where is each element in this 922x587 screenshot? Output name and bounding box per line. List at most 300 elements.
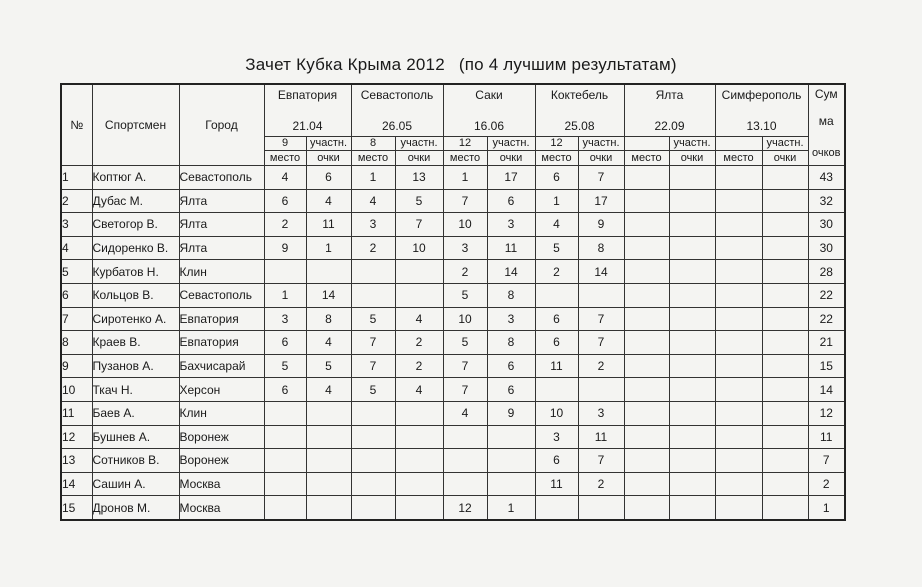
result-points: 11 <box>578 425 624 449</box>
result-points: 1 <box>306 236 351 260</box>
row-number: 1 <box>61 166 92 190</box>
venue-city: Симферополь <box>721 88 802 102</box>
result-points: 6 <box>306 166 351 190</box>
total-points: 43 <box>808 166 845 190</box>
result-points <box>762 283 808 307</box>
result-place <box>624 425 669 449</box>
result-points <box>762 449 808 473</box>
result-points <box>762 401 808 425</box>
venue-city: Саки <box>475 88 503 102</box>
result-place <box>351 401 395 425</box>
result-points <box>762 331 808 355</box>
result-place <box>351 496 395 520</box>
result-points <box>306 496 351 520</box>
result-points: 2 <box>578 472 624 496</box>
result-points: 3 <box>578 401 624 425</box>
venue-header <box>351 84 443 137</box>
athlete-city: Ялта <box>179 236 264 260</box>
result-place: 10 <box>535 401 578 425</box>
subheader-points: очки <box>578 151 624 166</box>
subheader-points: очки <box>306 151 351 166</box>
participants-number: 12 <box>458 137 472 149</box>
athlete-city: Ялта <box>179 189 264 213</box>
result-place: 5 <box>351 378 395 402</box>
result-points <box>669 472 715 496</box>
athlete-name: Дубас М. <box>92 189 179 213</box>
participants-label: участн. <box>306 137 351 151</box>
athlete-city: Севастополь <box>179 166 264 190</box>
result-points <box>306 401 351 425</box>
header-city: Город <box>179 84 264 166</box>
result-place <box>624 283 669 307</box>
result-points <box>762 472 808 496</box>
result-place: 3 <box>535 425 578 449</box>
result-points <box>669 213 715 237</box>
result-points: 8 <box>487 283 535 307</box>
row-number: 6 <box>61 283 92 307</box>
result-points <box>762 260 808 284</box>
table-row <box>61 401 845 425</box>
result-place <box>715 401 762 425</box>
result-place <box>264 260 306 284</box>
participants-count <box>443 137 487 151</box>
header-number: № <box>61 84 92 166</box>
athlete-city: Москва <box>179 472 264 496</box>
result-points <box>669 166 715 190</box>
result-place <box>715 189 762 213</box>
result-place <box>624 213 669 237</box>
result-place: 6 <box>535 166 578 190</box>
result-points: 11 <box>487 236 535 260</box>
row-number: 14 <box>61 472 92 496</box>
athlete-city: Бахчисарай <box>179 354 264 378</box>
athlete-city: Ялта <box>179 213 264 237</box>
result-place <box>624 496 669 520</box>
result-place <box>624 331 669 355</box>
result-points: 6 <box>487 378 535 402</box>
result-place <box>535 378 578 402</box>
result-points: 9 <box>487 401 535 425</box>
result-place: 6 <box>264 331 306 355</box>
result-points <box>762 378 808 402</box>
result-points: 13 <box>395 166 443 190</box>
result-place <box>715 166 762 190</box>
table-row <box>61 166 845 190</box>
result-place: 6 <box>535 307 578 331</box>
result-place <box>715 307 762 331</box>
result-place: 3 <box>264 307 306 331</box>
athlete-name: Краев В. <box>92 331 179 355</box>
participants-number: 8 <box>369 137 377 149</box>
result-points <box>306 449 351 473</box>
result-points: 2 <box>395 354 443 378</box>
result-place: 10 <box>443 213 487 237</box>
result-points: 8 <box>578 236 624 260</box>
table-row <box>61 189 845 213</box>
subheader-points: очки <box>762 151 808 166</box>
athlete-city: Евпатория <box>179 307 264 331</box>
result-place <box>715 472 762 496</box>
result-place <box>351 449 395 473</box>
row-number: 2 <box>61 189 92 213</box>
result-place <box>715 260 762 284</box>
result-points <box>487 472 535 496</box>
result-points <box>669 425 715 449</box>
result-place: 4 <box>443 401 487 425</box>
result-place <box>715 283 762 307</box>
athlete-city: Воронеж <box>179 449 264 473</box>
header-sum-line1: Сум <box>814 87 838 101</box>
total-points: 7 <box>808 449 845 473</box>
result-points: 17 <box>487 166 535 190</box>
result-place <box>264 472 306 496</box>
result-points <box>395 283 443 307</box>
venue-header <box>535 84 624 137</box>
result-points: 4 <box>395 378 443 402</box>
result-points <box>578 283 624 307</box>
result-place <box>715 425 762 449</box>
result-points <box>669 354 715 378</box>
result-place: 6 <box>264 189 306 213</box>
total-points: 30 <box>808 236 845 260</box>
result-points <box>669 189 715 213</box>
result-place <box>535 496 578 520</box>
result-points: 7 <box>578 449 624 473</box>
result-points: 7 <box>578 307 624 331</box>
row-number: 10 <box>61 378 92 402</box>
total-points: 12 <box>808 401 845 425</box>
result-points: 3 <box>487 307 535 331</box>
title-text: Зачет Кубка Крыма 2012 <box>245 55 445 74</box>
result-points <box>395 472 443 496</box>
standings-body <box>61 166 845 520</box>
result-place <box>351 425 395 449</box>
result-place: 7 <box>351 331 395 355</box>
subheader-place: место <box>535 151 578 166</box>
athlete-name: Сидоренко В. <box>92 236 179 260</box>
athlete-name: Коптюг А. <box>92 166 179 190</box>
header-sum-line2: ма <box>818 114 834 128</box>
result-points <box>669 236 715 260</box>
result-place <box>351 283 395 307</box>
result-place: 5 <box>535 236 578 260</box>
result-points: 4 <box>306 331 351 355</box>
athlete-name: Ткач Н. <box>92 378 179 402</box>
result-place: 2 <box>535 260 578 284</box>
venue-city: Евпатория <box>277 88 338 102</box>
row-number: 7 <box>61 307 92 331</box>
result-points <box>669 307 715 331</box>
athlete-city: Клин <box>179 260 264 284</box>
subheader-place: место <box>443 151 487 166</box>
result-place: 5 <box>443 283 487 307</box>
result-points: 4 <box>306 189 351 213</box>
result-place: 2 <box>443 260 487 284</box>
venue-header <box>264 84 351 137</box>
venue-header <box>715 84 808 137</box>
result-place: 4 <box>351 189 395 213</box>
row-number: 3 <box>61 213 92 237</box>
result-points <box>395 496 443 520</box>
result-points <box>762 307 808 331</box>
result-points <box>762 213 808 237</box>
header-sum <box>808 84 845 166</box>
total-points: 22 <box>808 307 845 331</box>
participants-count <box>264 137 306 151</box>
total-points: 1 <box>808 496 845 520</box>
result-points <box>669 283 715 307</box>
table-row <box>61 307 845 331</box>
result-points <box>487 425 535 449</box>
title-subtitle: (по 4 лучшим результатам) <box>458 55 677 74</box>
result-place: 6 <box>535 449 578 473</box>
row-number: 13 <box>61 449 92 473</box>
athlete-city: Воронеж <box>179 425 264 449</box>
subheader-place: место <box>624 151 669 166</box>
total-points: 30 <box>808 213 845 237</box>
header-athlete: Спортсмен <box>92 84 179 166</box>
result-place <box>715 354 762 378</box>
result-points <box>762 189 808 213</box>
result-place <box>264 496 306 520</box>
subheader-place: место <box>715 151 762 166</box>
result-points: 8 <box>487 331 535 355</box>
total-points: 28 <box>808 260 845 284</box>
result-place <box>715 378 762 402</box>
result-points: 9 <box>578 213 624 237</box>
result-place <box>715 449 762 473</box>
result-points <box>395 260 443 284</box>
result-place: 4 <box>264 166 306 190</box>
venue-date: 21.04 <box>292 119 323 133</box>
result-place <box>351 472 395 496</box>
result-place <box>624 236 669 260</box>
result-place <box>624 449 669 473</box>
result-place <box>264 449 306 473</box>
result-points: 2 <box>395 331 443 355</box>
result-points <box>306 472 351 496</box>
athlete-name: Сотников В. <box>92 449 179 473</box>
result-points <box>395 401 443 425</box>
result-points <box>487 449 535 473</box>
result-place <box>715 236 762 260</box>
result-place: 7 <box>443 189 487 213</box>
result-place <box>624 401 669 425</box>
table-row <box>61 496 845 520</box>
result-points <box>669 496 715 520</box>
athlete-name: Дронов М. <box>92 496 179 520</box>
venue-header <box>624 84 715 137</box>
result-place: 5 <box>264 354 306 378</box>
result-place <box>715 213 762 237</box>
row-number: 15 <box>61 496 92 520</box>
total-points: 15 <box>808 354 845 378</box>
table-row <box>61 449 845 473</box>
total-points: 21 <box>808 331 845 355</box>
result-points: 14 <box>578 260 624 284</box>
result-place: 7 <box>443 354 487 378</box>
athlete-city: Москва <box>179 496 264 520</box>
result-place <box>264 401 306 425</box>
result-points: 7 <box>578 166 624 190</box>
result-place: 10 <box>443 307 487 331</box>
athlete-city: Херсон <box>179 378 264 402</box>
row-number: 4 <box>61 236 92 260</box>
athlete-city: Севастополь <box>179 283 264 307</box>
participants-label: участн. <box>395 137 443 151</box>
result-place: 2 <box>264 213 306 237</box>
venue-city: Севастополь <box>360 88 434 102</box>
result-points: 6 <box>487 354 535 378</box>
result-points: 3 <box>487 213 535 237</box>
result-place: 1 <box>351 166 395 190</box>
result-points: 5 <box>306 354 351 378</box>
result-place <box>443 472 487 496</box>
result-points <box>762 425 808 449</box>
venue-date: 25.08 <box>564 119 595 133</box>
standings-table <box>60 83 846 521</box>
result-place: 9 <box>264 236 306 260</box>
result-points <box>395 449 443 473</box>
athlete-city: Клин <box>179 401 264 425</box>
result-points: 2 <box>578 354 624 378</box>
result-points: 4 <box>306 378 351 402</box>
result-points: 7 <box>395 213 443 237</box>
result-points: 14 <box>306 283 351 307</box>
result-points: 4 <box>395 307 443 331</box>
header-sum-line3: очков <box>811 147 841 159</box>
row-number: 5 <box>61 260 92 284</box>
athlete-name: Пузанов А. <box>92 354 179 378</box>
result-points <box>762 354 808 378</box>
subheader-place: место <box>264 151 306 166</box>
result-place <box>443 425 487 449</box>
participants-count <box>535 137 578 151</box>
result-points <box>669 331 715 355</box>
result-place <box>624 307 669 331</box>
result-points <box>306 425 351 449</box>
result-points: 8 <box>306 307 351 331</box>
result-place: 3 <box>443 236 487 260</box>
table-row <box>61 213 845 237</box>
participants-count <box>624 137 669 151</box>
result-place: 12 <box>443 496 487 520</box>
result-place: 5 <box>443 331 487 355</box>
participants-count <box>715 137 762 151</box>
result-place: 7 <box>351 354 395 378</box>
result-place <box>351 260 395 284</box>
table-row <box>61 236 845 260</box>
athlete-name: Курбатов Н. <box>92 260 179 284</box>
venue-city: Коктебель <box>550 88 609 102</box>
table-row <box>61 260 845 284</box>
athlete-name: Светогор В. <box>92 213 179 237</box>
result-points <box>669 260 715 284</box>
venue-date: 13.10 <box>746 119 777 133</box>
result-place <box>715 496 762 520</box>
total-points: 11 <box>808 425 845 449</box>
participants-number: 9 <box>281 137 289 149</box>
result-points <box>762 496 808 520</box>
result-place: 6 <box>264 378 306 402</box>
result-points: 1 <box>487 496 535 520</box>
athlete-name: Сашин А. <box>92 472 179 496</box>
result-place: 1 <box>535 189 578 213</box>
result-place: 1 <box>443 166 487 190</box>
total-points: 22 <box>808 283 845 307</box>
total-points: 14 <box>808 378 845 402</box>
result-place: 1 <box>264 283 306 307</box>
subheader-points: очки <box>487 151 535 166</box>
result-points <box>669 449 715 473</box>
result-place <box>624 189 669 213</box>
result-points <box>669 401 715 425</box>
athlete-name: Кольцов В. <box>92 283 179 307</box>
subheader-points: очки <box>669 151 715 166</box>
result-points: 11 <box>306 213 351 237</box>
result-points <box>578 496 624 520</box>
result-place: 6 <box>535 331 578 355</box>
table-row <box>61 354 845 378</box>
result-points: 6 <box>487 189 535 213</box>
result-place <box>624 354 669 378</box>
athlete-name: Сиротенко А. <box>92 307 179 331</box>
participants-label: участн. <box>578 137 624 151</box>
result-place <box>624 260 669 284</box>
total-points: 32 <box>808 189 845 213</box>
athlete-name: Бушнев А. <box>92 425 179 449</box>
result-points: 7 <box>578 331 624 355</box>
athlete-city: Евпатория <box>179 331 264 355</box>
result-place <box>624 378 669 402</box>
result-place <box>624 166 669 190</box>
venue-date: 16.06 <box>473 119 505 133</box>
row-number: 8 <box>61 331 92 355</box>
table-row <box>61 283 845 307</box>
result-points: 5 <box>395 189 443 213</box>
venue-city: Ялта <box>655 88 684 102</box>
result-points <box>395 425 443 449</box>
result-place <box>264 425 306 449</box>
table-row <box>61 425 845 449</box>
result-place: 11 <box>535 354 578 378</box>
result-place: 2 <box>351 236 395 260</box>
participants-count <box>351 137 395 151</box>
result-place: 4 <box>535 213 578 237</box>
table-row <box>61 331 845 355</box>
athlete-name: Баев А. <box>92 401 179 425</box>
total-points: 2 <box>808 472 845 496</box>
result-points <box>669 378 715 402</box>
result-place: 5 <box>351 307 395 331</box>
result-place <box>443 449 487 473</box>
participants-label: участн. <box>669 137 715 151</box>
result-points <box>578 378 624 402</box>
row-number: 9 <box>61 354 92 378</box>
result-place: 11 <box>535 472 578 496</box>
result-place <box>715 331 762 355</box>
page-title <box>0 55 922 75</box>
participants-label: участн. <box>762 137 808 151</box>
participants-label: участн. <box>487 137 535 151</box>
result-place: 3 <box>351 213 395 237</box>
result-points: 14 <box>487 260 535 284</box>
table-row <box>61 472 845 496</box>
result-place <box>535 283 578 307</box>
result-points <box>762 236 808 260</box>
row-number: 11 <box>61 401 92 425</box>
venue-date: 22.09 <box>654 119 685 133</box>
